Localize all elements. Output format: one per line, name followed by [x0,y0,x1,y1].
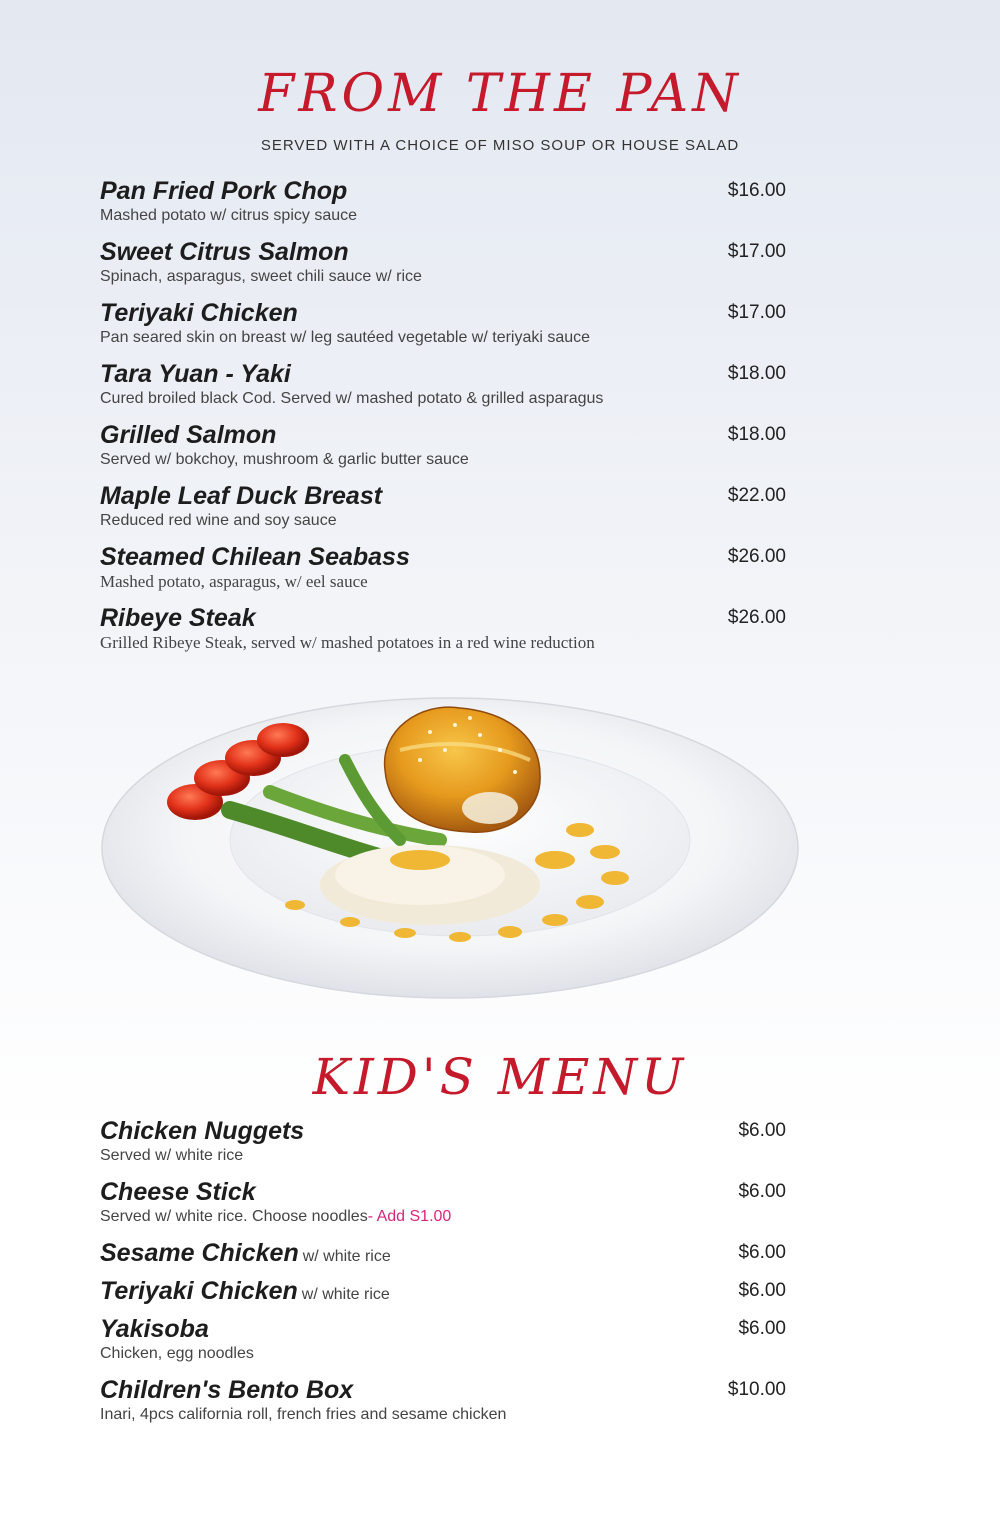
item-description: Inari, 4pcs california roll, french fries and sesame chicken [100,1406,507,1423]
item-price: $18.00 [727,363,786,384]
menu-item [100,359,790,420]
item-price: $6.00 [738,1181,786,1202]
item-inline-description: w/ white rice [301,1286,390,1303]
item-name: Sesame Chicken [100,1239,299,1267]
item-name: Cheese Stick [100,1178,256,1206]
item-name: Tara Yuan - Yaki [100,360,291,388]
menu-item [100,1238,790,1276]
menu-item [100,1375,790,1436]
menu-item [100,1177,790,1238]
item-description: Chicken, egg noodles [100,1345,254,1362]
item-name: Pan Fried Pork Chop [100,177,348,205]
item-name-row [100,1276,790,1310]
item-name: Maple Leaf Duck Breast [100,482,383,510]
menu-item [100,176,790,237]
menu-item [100,603,790,664]
item-description: Spinach, asparagus, sweet chili sauce w/ rice [100,268,422,285]
add-on-price-note: - Add S1.00 [367,1208,452,1225]
item-name: Teriyaki Chicken [100,299,298,327]
item-name: Chicken Nuggets [100,1117,305,1145]
item-price: $6.00 [738,1120,786,1141]
item-price: $17.00 [727,241,786,262]
from-the-pan-list [100,176,790,664]
item-description: Pan seared skin on breast w/ leg sautéed vegetable w/ teriyaki sauce [100,329,591,346]
item-name: Teriyaki Chicken [100,1277,298,1305]
menu-item [100,1276,790,1314]
menu-item [100,542,790,603]
item-price: $18.00 [727,424,786,445]
section-title-from-the-pan: FROM THE PAN [258,64,742,124]
item-description [100,1207,790,1227]
item-description: Mashed potato, asparagus, w/ eel sauce [100,572,368,591]
item-price: $16.00 [727,180,786,201]
item-name: Ribeye Steak [100,604,256,632]
menu-item [100,237,790,298]
item-price: $10.00 [727,1379,786,1400]
menu-item [100,1314,790,1375]
item-name: Yakisoba [100,1315,209,1343]
item-price: $17.00 [727,302,786,323]
kids-menu-list [100,1116,790,1436]
item-name: Children's Bento Box [100,1376,354,1404]
item-price: $6.00 [738,1280,786,1301]
menu-item [100,298,790,359]
item-price: $26.00 [727,546,786,567]
item-name-row [100,1238,790,1272]
plate-illustration [100,680,800,1000]
menu-item [100,420,790,481]
item-price: $6.00 [738,1318,786,1339]
item-description: Mashed potato w/ citrus spicy sauce [100,207,358,224]
item-description: Served w/ white rice [100,1147,244,1164]
section-subtitle: SERVED WITH A CHOICE OF MISO SOUP OR HOUSE SALAD [260,137,740,154]
item-inline-description: w/ white rice [302,1248,391,1265]
item-name: Sweet Citrus Salmon [100,238,349,266]
item-description: Grilled Ribeye Steak, served w/ mashed potatoes in a red wine reduction [100,633,595,652]
item-description: Served w/ bokchoy, mushroom & garlic butter sauce [100,451,469,468]
item-price: $26.00 [727,607,786,628]
plated-fish-dish-photo [100,680,800,1000]
item-name: Steamed Chilean Seabass [100,543,410,571]
item-price: $22.00 [727,485,786,506]
item-name: Grilled Salmon [100,421,277,449]
menu-item [100,1116,790,1177]
menu-item [100,481,790,542]
item-description: Reduced red wine and soy sauce [100,512,337,529]
section-title-kids-menu: KID'S MENU [312,1048,688,1106]
item-price: $6.00 [738,1242,786,1263]
item-description: Cured broiled black Cod. Served w/ mashed potato & grilled asparagus [100,390,604,407]
item-description-text: Served w/ white rice. Choose noodles [100,1208,368,1225]
